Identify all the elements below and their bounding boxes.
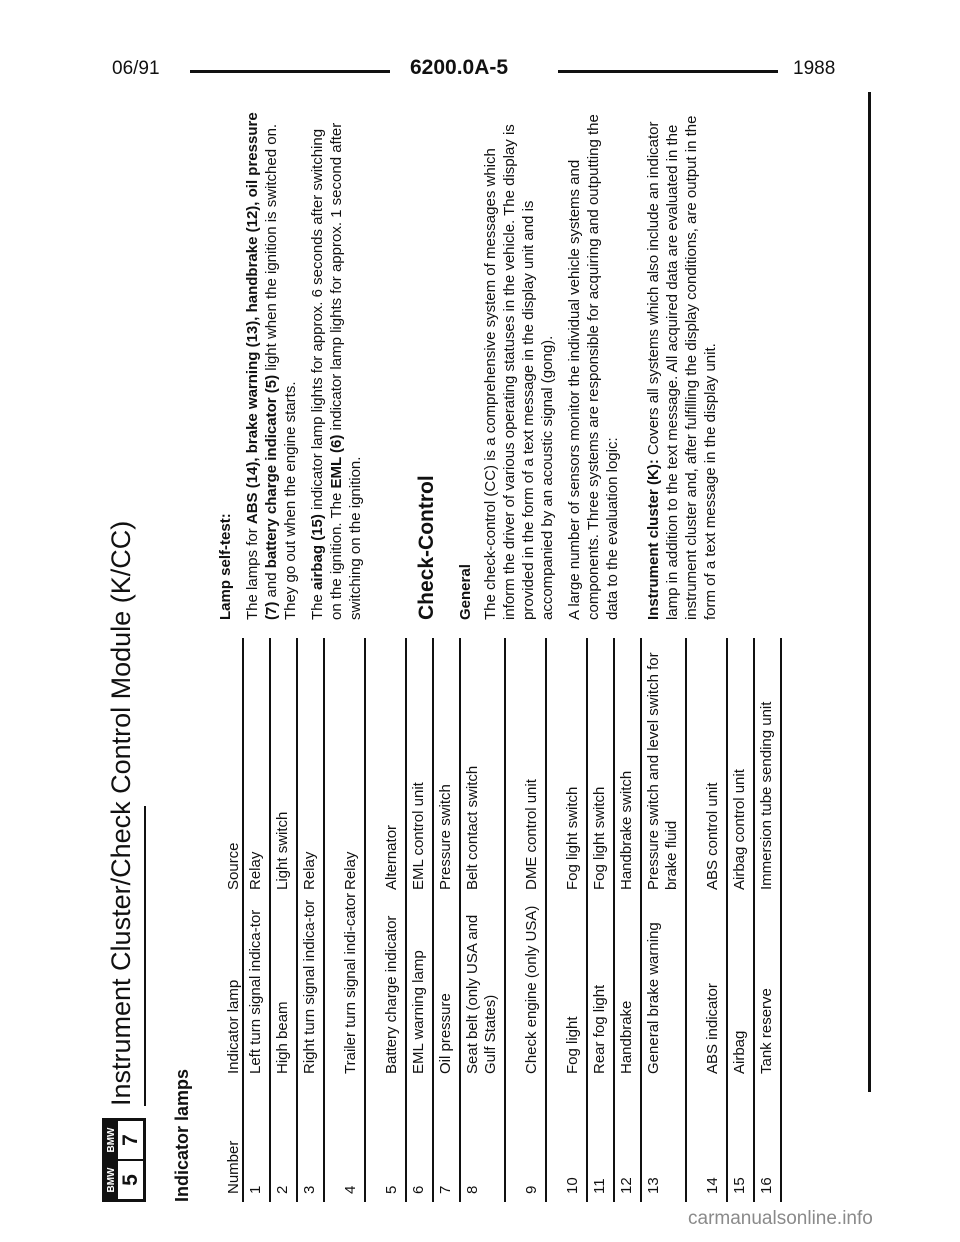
row-lamp: Left turn signal indica-tor [247,909,264,1074]
row-source: DME control unit [523,779,540,890]
text-column [216,110,728,620]
rotated-page-content [100,102,840,1202]
header-date: 06/91 [112,58,160,79]
row-number: 12 [618,1177,635,1194]
check-control-paragraph-2: A large number of sensors monitor the individual vehicle systems and components. Three systems are responsible for acquiring and outputting the data to the evaluation logic: [566,114,621,620]
logo-brand-right: BMW [105,1121,118,1159]
row-number: 7 [437,1185,454,1194]
row-source: Pressure switch and level switch for brake fluid [645,652,680,890]
row-lamp: Rear fog light [591,984,608,1074]
table-row [642,638,687,1202]
row-lamp: Oil pressure [437,993,454,1074]
row-number: 13 [645,1177,662,1194]
table-row [755,638,782,1202]
row-source: Light switch [274,811,291,890]
table-row [701,638,728,1202]
logo-brand-left: BMW [105,1161,118,1199]
logo-cell-5 [105,1159,143,1199]
text-span: indicator lamp lights for approx. 1 second after switching on the ignition. [328,122,364,620]
row-number: 2 [274,1185,291,1194]
column-header-lamp: Indicator lamp [225,979,242,1074]
table-row [298,638,325,1202]
page-title: Instrument Cluster/Check Control Module (K/CC) [106,520,136,1106]
page-header [0,58,960,88]
row-source: Relay [342,851,359,890]
row-source: Fog light switch [591,786,608,890]
bmw-series-logo [102,1118,146,1202]
bold-span: Instrument cluster (K): [645,459,662,620]
row-source: Handbrake switch [618,770,635,890]
self-test-paragraph-1 [243,110,300,620]
row-lamp: Trailer turn signal indi-cator [342,892,359,1074]
text-span: The [309,589,326,620]
table-row [434,638,461,1202]
logo-series-7: 7 [119,1134,142,1146]
row-lamp: Right turn signal indica-tor [301,899,318,1074]
row-number: 9 [523,1185,540,1194]
row-lamp: Battery charge indicator [383,915,400,1074]
bold-span: EML (6) [328,434,345,489]
instrument-cluster-paragraph [644,110,720,620]
general-heading: General [457,564,474,620]
text-span: Covers all systems which also include an indicator lamp in addition to the text message. All acquired data are evaluated in the instrument cluster and, after fulfilling the display conditions, are output in the form of a text message in the display unit. [645,115,719,620]
table-header [216,638,244,1202]
bold-span: airbag (15) [309,514,326,590]
self-test-paragraph-2 [308,110,365,620]
row-lamp: Handbrake [618,1000,635,1074]
header-rule-left [190,70,390,73]
header-rule-right [558,70,778,73]
row-number: 3 [301,1185,318,1194]
column-header-source: Source [225,842,242,890]
table-row [339,638,366,1202]
column-header-number: Number [225,1140,242,1194]
row-number: 14 [704,1177,721,1194]
row-number: 10 [564,1177,581,1194]
row-source: Airbag control unit [731,769,748,890]
table-row [407,638,434,1202]
row-source: Belt contact switch [464,765,481,890]
watermark: carmanualsonline.info [688,1208,873,1229]
row-source: ABS control unit [704,782,721,890]
row-source: Relay [247,851,264,890]
table-row [561,638,588,1202]
check-control-heading: Check-Control [415,475,438,620]
bold-span: ABS (14), brake warning (13), handbrake (12), oil pressure (7) [244,112,280,620]
lamp-self-test-heading: Lamp self-test: [217,513,234,620]
row-lamp: Airbag [731,1030,748,1074]
row-source: Alternator [383,824,400,890]
row-lamp: Tank reserve [758,988,775,1074]
text-span: and [263,568,280,602]
row-source: Immersion tube sending unit [758,701,775,890]
text-span: The lamps for [244,524,261,620]
table-row [728,638,755,1202]
text-span: light when the ignition is switched on. They go out when the engine starts. [263,123,299,620]
page-edge-rule [868,92,871,1092]
row-source: Pressure switch [437,784,454,890]
row-lamp: Fog light [564,1016,581,1074]
table-row [588,638,615,1202]
row-number: 4 [342,1185,359,1194]
row-number: 8 [464,1185,481,1194]
row-number: 6 [410,1185,427,1194]
row-lamp: Check engine (only USA) [523,905,540,1074]
title-row [100,102,148,1202]
row-number: 1 [247,1185,264,1194]
table-row [380,638,407,1202]
row-lamp: Seat belt (only USA and Gulf States) [464,914,499,1074]
table-row [520,638,547,1202]
row-lamp: EML warning lamp [410,950,427,1074]
row-number: 11 [591,1178,608,1194]
document-code: 6200.0A-5 [410,56,509,79]
header-year: 1988 [793,58,836,79]
table-row [461,638,506,1202]
logo-cell-7 [105,1121,143,1159]
indicator-lamps-table [216,638,782,1202]
row-source: Relay [301,851,318,890]
bold-span: battery charge indicator (5) [263,374,280,569]
row-number: 5 [383,1185,400,1194]
table-row [271,638,298,1202]
row-number: 16 [758,1177,775,1194]
logo-series-5: 5 [119,1174,142,1186]
check-control-paragraph-1: The check-control (CC) is a comprehensive system of messages which inform the driver of various operating statuses in the vehicle. The display is provided in the form of a text message in the display unit and is accompanied by an acoustic signal (gong). [482,124,556,620]
text-span: indicator lamp lights for approx. 6 seconds after switching on the ignition. The [309,128,345,620]
indicator-lamps-heading: Indicator lamps [172,1068,192,1202]
row-number: 15 [731,1177,748,1194]
title-underline [144,806,146,1106]
row-source: EML control unit [410,782,427,890]
row-lamp: ABS indicator [704,983,721,1074]
row-source: Fog light switch [564,786,581,890]
table-row [615,638,642,1202]
table-row [244,638,271,1202]
row-lamp: High beam [274,1001,291,1074]
row-lamp: General brake warning [645,922,662,1074]
